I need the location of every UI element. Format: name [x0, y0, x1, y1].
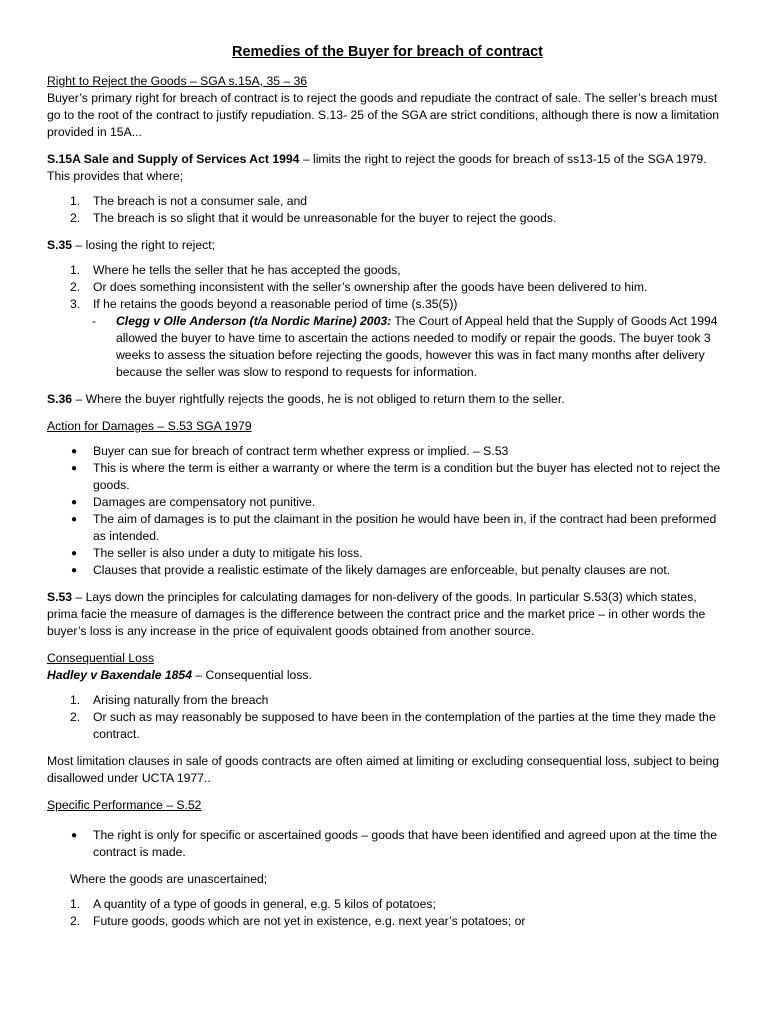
case-name: Hadley v Baxendale 1854 [47, 668, 192, 682]
case-note-clegg: - Clegg v Olle Anderson (t/a Nordic Marine) 2003: The Court of Appeal held that the Supply of Goods Act 1994 allowed the buyer to have time to ascertain the actions needed to modify or repair the goods. The buyer took 3 weeks to assess the situation before rejecting the goods, however this was in fact many months after delivery because the seller was slow to respond to requests for information. [92, 314, 718, 379]
statute-ref: S.15A Sale and Supply of Services Act 1994 [47, 152, 300, 166]
statute-text: – Where the buyer rightfully rejects the goods, he is not obliged to return them to the seller. [72, 392, 565, 406]
list-s15a [47, 193, 728, 227]
bullet-icon: ● [71, 830, 78, 841]
statute-ref: S.36 [47, 392, 73, 406]
bullet-icon: ● [71, 446, 78, 457]
section-heading-consequential: Consequential Loss [47, 651, 155, 665]
bullet-item: ● Clauses that provide a realistic estimate of the likely damages are enforceable, but penalty clauses are not. [71, 563, 671, 577]
list-s35 [47, 262, 728, 381]
statute-ref: S.53 [47, 590, 73, 604]
document-title: Remedies of the Buyer for breach of contract [231, 44, 543, 60]
list-item: 1. The breach is not a consumer sale, and [70, 194, 308, 208]
section-heading-specific-performance: Specific Performance – S.52 [47, 798, 202, 812]
section-heading-damages: Action for Damages – S.53 SGA 1979 [47, 419, 252, 433]
bullet-icon: ● [71, 463, 78, 474]
bullet-item: ● The right is only for specific or ascertained goods – goods that have been identified and agreed upon at the time the contract is made. [71, 828, 717, 859]
paragraph-hadley [47, 667, 728, 684]
case-text: The Court of Appeal held that the Supply of Goods Act 1994 allowed the buyer to have time to ascertain the actions needed to modify or repair the goods. The buyer took 3 weeks to assess the situation before rejecting the goods, however this was in fact many months after delivery because the seller was slow to respond to requests for information. [116, 314, 718, 379]
paragraph-unascertained: Where the goods are unascertained; [70, 872, 268, 886]
list-item: 3. If he retains the goods beyond a reasonable period of time (s.35(5)) [70, 297, 458, 311]
list-item: 2. The breach is so slight that it would be unreasonable for the buyer to reject the goods. [70, 211, 557, 225]
case-text: – Consequential loss. [191, 668, 312, 682]
list-unascertained [47, 896, 728, 930]
paragraph-primary-right: Buyer’s primary right for breach of contract is to reject the goods and repudiate the contract of sale. The seller’s breach must go to the root of the contract to justify repudiation. S.13- 25 of the SGA are strict conditions, although there is now a limitation provided in 15A... [47, 91, 720, 139]
statute-ref: S.35 [47, 238, 73, 252]
list-item: 1. Where he tells the seller that he has accepted the goods, [70, 263, 401, 277]
section-heading-reject: Right to Reject the Goods – SGA s.15A, 35 – 36 [47, 74, 308, 88]
list-item: 2. Future goods, goods which are not yet in existence, e.g. next year’s potatoes; or [70, 914, 526, 928]
paragraph-s15a [47, 151, 728, 185]
bullet-list-damages [47, 443, 728, 579]
paragraph-limitation: Most limitation clauses in sale of goods contracts are often aimed at limiting or excluding consequential loss, subject to being disallowed under UCTA 1977.. [47, 754, 720, 785]
list-consequential [47, 692, 728, 743]
paragraph-s53 [47, 589, 728, 640]
statute-text: – Lays down the principles for calculating damages for non-delivery of the goods. In particular S.53(3) which states, prima facie the measure of damages is the difference between the contract price and the market price – in other words the buyer’s loss is any increase in the price of equivalent goods obtained from another source. [47, 590, 706, 638]
bullet-icon: ● [71, 565, 78, 576]
list-item: 2. Or does something inconsistent with the seller’s ownership after the goods have been delivered to him. [70, 280, 648, 294]
statute-text: – limits the right to reject the goods for breach of ss13-15 of the SGA 1979. This provides that where; [47, 152, 707, 183]
bullet-item: ● The seller is also under a duty to mitigate his loss. [71, 546, 363, 560]
bullet-icon: ● [71, 514, 78, 525]
bullet-icon: ● [71, 548, 78, 559]
statute-text: – losing the right to reject; [72, 238, 216, 252]
paragraph-s35 [47, 237, 728, 254]
bullet-item: ● The aim of damages is to put the claimant in the position he would have been in, if the contract had been preformed as intended. [71, 512, 717, 543]
bullet-item: ● Damages are compensatory not punitive. [71, 495, 316, 509]
list-item: 1. A quantity of a type of goods in general, e.g. 5 kilos of potatoes; [70, 897, 436, 911]
bullet-list-specific [47, 827, 728, 861]
paragraph-s36 [47, 391, 728, 408]
case-name: Clegg v Olle Anderson (t/a Nordic Marine) 2003: [116, 314, 392, 328]
list-item: 2. Or such as may reasonably be supposed to have been in the contemplation of the parties at the time they made the contract. [70, 710, 716, 741]
bullet-icon: ● [71, 497, 78, 508]
bullet-item: ● This is where the term is either a warranty or where the term is a condition but the buyer has elected not to reject the goods. [71, 461, 721, 492]
bullet-item: ● Buyer can sue for breach of contract term whether express or implied. – S.53 [71, 444, 509, 458]
list-item: 1. Arising naturally from the breach [70, 693, 269, 707]
